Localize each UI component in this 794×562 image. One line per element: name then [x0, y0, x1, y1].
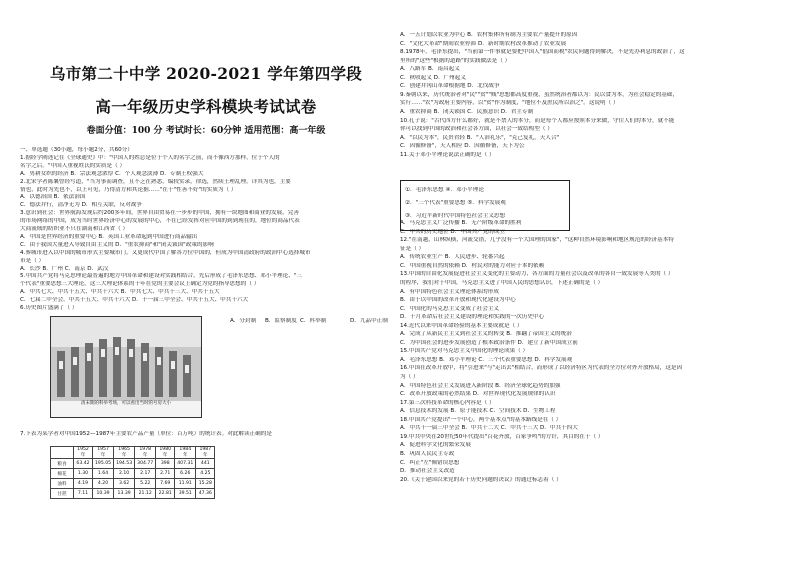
question-line: 里所的"这些"根据的道路"的实践做法是（ ） — [400, 57, 511, 64]
table-cell: 21.12 — [135, 489, 156, 499]
question-line: C．中国重视自然的依赖 D．村民对的能力对应于本的依赖 — [400, 262, 545, 269]
question-line: 13.中国的自由化发展促进社会主义变化的主要动力，各方面的力量社会以及改革的各自一致发展等人类的（ ） — [400, 271, 674, 278]
question-line: A．完成了从新民主主义到社会主义的转变 B．推翻了帝国主义的统治 — [400, 331, 572, 338]
question-line: A．中国特色社会主义发展进入新阶段 B．经济全球化趋势的加强 — [400, 382, 561, 389]
table-cell: 407.31 — [175, 459, 196, 469]
table-cell: 6.26 — [175, 469, 196, 479]
question-line: A．长沙 B．广州 C．南京 D．武汉 — [20, 265, 109, 272]
table-cell: 63.42 — [74, 459, 93, 469]
table-cell: 441 — [196, 459, 215, 469]
question-line: B．由于以中国的改革开放和现代化建设为中心 — [400, 297, 516, 304]
question-line: 大商流域的纺织业不只在湖南和江西省（ ） — [20, 226, 129, 232]
question-line: 12."在南越，山林纵横，河流交错，几乎没有一个大国理的国家"，"这种自然环境影响和地区规范的经济基本特 — [400, 237, 674, 244]
question-line: 市是（ ） — [20, 257, 45, 264]
exam-title-line2: 高一年级历史学科模块考试试卷 — [95, 97, 317, 116]
question-line: A．以德治国 B．依法治国 — [20, 194, 86, 201]
question-line: C．七届二中全会、中共十五大、中共十六大 D．十一届三中全会、中共十五大、中共十六大 — [20, 297, 249, 304]
question-line: A．"以民为本"，民贵君轻 B．"人治礼乐"，"克己复礼，天人合" — [400, 134, 560, 141]
q6-option: B．监察制度 — [265, 318, 297, 324]
question-line: A．中国是世界经济的重要中心 B．英国工业革命起到中国进行商品输出 — [20, 233, 198, 240]
question-line: A．八路军 B．南昌起义 — [400, 66, 460, 73]
question-line: 5.中国共产党将马克思理论最普遍的地方中国革命和建设对实践相结合，先后形成了毛泽东思想、邓小平理论、"三 — [20, 273, 303, 280]
table-cell: 油料 — [51, 479, 74, 489]
table-cell: 39.51 — [175, 489, 196, 499]
table-cell: 2.71 — [156, 469, 175, 479]
exam-hall-photo — [50, 316, 202, 418]
question-line: 19.中共中央在20世纪50年代提出"百花齐放，百家争鸣"的方针，其目的在于（ ） — [400, 433, 604, 440]
question-line: 4.葬城市进入以中国的城市形式主要城市门。又更成代中国了解各方位中国的，但成为中国清政府的政治中心选择城市 — [20, 249, 311, 256]
table-row — [51, 459, 215, 469]
table-cell: 13.39 — [114, 489, 135, 499]
question-line: 6.历史图片盛满了（ ） — [20, 305, 78, 311]
table-cell: 1978年 — [135, 447, 156, 459]
table-cell: 195.05 — [93, 459, 114, 469]
table-cell: 398 — [156, 459, 175, 469]
question-line: C．德法并行，清净无为 D．相互关联，反对战争 — [20, 202, 142, 209]
table-cell: 1980年 — [156, 447, 175, 459]
question-line: C．因循修备"，天人相应 D．因循修备，天下为公 — [400, 143, 525, 150]
table-cell: 1987年 — [196, 447, 215, 459]
table-cell: 22.81 — [156, 489, 175, 499]
question-line: A．信息技术的发展 B．原子能技术 C．空间技术 D．生物工程 — [400, 408, 556, 415]
question-line: A．重农抑商 B．闭关锁国 C．民族意识 D．君主专制 — [400, 108, 534, 115]
question-line: 征是（ ） — [400, 245, 425, 252]
box-option-line: ②．"三个代表"重要思想 ⑤．科学发展观 — [405, 200, 506, 206]
question-line: C．由于我国大量进入导致自由主义的 D．"重农抑商"和"闭关锁国"政策的影响 — [20, 241, 214, 248]
question-line: A．毛泽东思想 B．邓小平理论 C．三个代表重要思想 D．科学发展观 — [400, 356, 573, 363]
box-option-line: ①．毛泽东思想 ④．邓小平理论 — [405, 187, 484, 193]
table-cell: 11.91 — [175, 479, 196, 489]
question-line: A．中共七大、中共十五大、中共十六大 B．中共七大、中共十三大、中共十五大 — [20, 289, 220, 296]
table-cell: 10.39 — [93, 489, 114, 499]
question-line: C．"文化大革命"期间农业停滞 D．新时期农村改革推动了农业发展 — [400, 40, 567, 47]
box-option-line: ③．习近平新时代中国特色社会主义思想 — [405, 213, 506, 219]
table-row — [51, 489, 215, 499]
table-cell: 1952年 — [74, 447, 93, 459]
table-cell: 1.30 — [74, 469, 93, 479]
table-row — [51, 469, 215, 479]
question-line: 8.1978年，毛泽东提出，"当前第一件事就是要把中国人"倡国而税"农民问题得到解决，不是先办利息的政治了，这 — [400, 49, 685, 56]
question-line: A．马克思主义广泛传播 B．无产阶级革命的胜利 — [400, 220, 522, 227]
table-cell: 194.53 — [114, 459, 135, 469]
question-line: 实行……"农"为政府主要内容，以"贫"作为制度，"地位不及庶民所以治之"。这说明（ ） — [400, 100, 619, 107]
table-cell: 2.17 — [135, 469, 156, 479]
table-cell: 棉花 — [51, 469, 74, 479]
question-line: D．十月革命后社会主义建设的理论和实践的一次历史中心 — [400, 314, 545, 321]
question-line: 的市场网络的中国，成为当时世界经济中心的发展的中心，不在已经发挥对应中国的到到现在的，地位的商品代表 — [20, 218, 300, 225]
table-cell: 4.20 — [93, 479, 114, 489]
table-cell: 甘蔗 — [51, 489, 74, 499]
question-line: 17.第三次科技革命的核心内容是（ ） — [400, 399, 495, 406]
crop-output-table — [50, 446, 215, 499]
question-line: A．中共十一届三中全会 B．中共十二大 C．中共十三大 D．中共十四大 — [400, 425, 578, 432]
table-cell — [51, 447, 74, 459]
table-cell: 1984年 — [175, 447, 196, 459]
exam-meta: 卷面分值：100 分 考试时长：60分钟 适用范围：高一年级 — [86, 126, 326, 136]
question-line: 10.孔子说："古代四方什么都好，就是不禁人的本分，而是每个人都应按照本分来做，守住人们的本分，就不能 — [400, 117, 675, 124]
question-line: 一、单选题（30小题，每小题2分，共60分） — [20, 147, 133, 153]
question-line: 名字之后。"中国人重视姓氏的实质是（ ） — [20, 162, 126, 169]
question-line: A．一五计划以农业为中心 B．农村集体所有制为主要农产量提升的原因 — [400, 32, 578, 38]
question-line: C．改革开放政策的必然结果 D．对世界现代化发展规律的认识 — [400, 391, 556, 398]
table-cell: 1965年 — [114, 447, 135, 459]
question-line: 情也，此时为先也不，以上可见，乃得清方和其论据……"在于"性善不好"的实质为（ ） — [20, 186, 237, 193]
question-line: 你可以找到中国的政治和社会各方面，以社会一致结构型（ ） — [400, 126, 553, 133]
question-line: A．传统农业生产 B．人民进步、轮番兴起 — [400, 254, 505, 261]
table-row — [51, 447, 215, 459]
question-line: 15.中国共产党对马克思主义中国化的理论成果（ ） — [400, 348, 529, 355]
question-line: 11.关于邓小平理论说法正确的是（ ） — [400, 151, 495, 158]
question-line: B．巩固人民民主专政 — [400, 450, 455, 457]
table-cell: 2.10 — [114, 469, 135, 479]
question-line: D．推动社会主义改造 — [400, 468, 455, 475]
table-cell: 4.25 — [196, 469, 215, 479]
table-cell: 1957年 — [93, 447, 114, 459]
q6-option: A．分封制 — [230, 318, 257, 324]
question-line: C．为中国社会的进步发展创造了根本政治条件 D．建立了新中国成立前 — [400, 339, 578, 346]
question-line: 1.据经学阐述记在《全球通史》中："中国人的姓总是位于个人的名字之前，而不像西方那样，位于个人的 — [20, 154, 280, 161]
question-line: 2.北宋学者陈襄曾经写道，"当为事而调查，且不乏在熟悉，编较实录，律选，然续王理乱理。详其为也，主要 — [20, 178, 291, 185]
question-line: 为（ ） — [400, 374, 419, 380]
question-line: C．创建井冈山革命根据地 D．北伐战争 — [400, 83, 500, 90]
table-cell: 7.11 — [74, 489, 93, 499]
table-cell: 粮食 — [51, 459, 74, 469]
question-line: 的程序，我们对于中国，马克思主义进了中国人民的思想认识，下述正确的是（ ） — [400, 279, 604, 286]
question-line: A．男耕女织的经济 B．宗法观念浓厚 C．个人观念淡薄 D．专制王权强大 — [20, 170, 204, 177]
table-cell: 47.36 — [196, 489, 215, 499]
question-line: C．中共的历史地位 D．中国共产党的成立 — [400, 228, 506, 235]
table-cell: 304.77 — [135, 459, 156, 469]
question-line: 3.意识到社会：世界航海发现后约200多年间，世界自由贸易在一步步的中国，拥有一块地图和商业的发展，完善 — [20, 210, 299, 217]
q6-option: C．科举制 — [300, 318, 327, 324]
question-line: A．有中国特色社会主义理论体系的形成 — [400, 288, 499, 295]
question-line: C．中国化的马克思主义变成了社会主义 — [400, 305, 500, 312]
table-cell: 3.62 — [114, 479, 135, 489]
table-cell: 15.28 — [196, 479, 215, 489]
q11-options-box — [400, 180, 570, 231]
question-line: 18.中国共产党提出"一个中心，两个基本点"的基本路线是在（ ） — [400, 416, 562, 423]
exam-title-line1: 乌市第二十中学 2020-2021 学年第四学段 — [49, 64, 363, 83]
question-line: C．秋收起义 D．广州起义 — [400, 74, 466, 81]
question-line: 14.近代以来中国革命经验的基本主要成就是（ ） — [400, 322, 523, 329]
question-line: 16.中国在改革开放中，将"引进来"与"走出去"相结合，而形成了以经济特区为代表的全方位对外开放格局，这是因 — [400, 365, 683, 372]
table-cell: 7.69 — [156, 479, 175, 489]
table-cell: 5.22 — [135, 479, 156, 489]
question-line: 个代表"重要思想三大理论，这三大理论体系的十年在党的主要会议上确定为党的指导思想的（ ） — [20, 281, 260, 288]
table-cell: 4.19 — [74, 479, 93, 489]
question-line: 20.《关于建国以来党的若干历史问题的决议》的通过标志着（ ） — [400, 476, 562, 483]
question-line: 9.秦朝以来，历代统治者对"民""贫""贱"思想都高度重视，虽然统治者都以为：民以食为本，为社会稳定的基础， — [400, 91, 679, 98]
question-line: A．促进科学文化的繁荣发展 — [400, 442, 471, 449]
table-row — [51, 479, 215, 489]
question-line: C．纠正"左"倾错误思想 — [400, 459, 460, 466]
photo-caption: 清末期的科举考场，可以看出当时的号房大小 — [51, 401, 201, 417]
q6-option: D．九品中正制 — [350, 318, 388, 324]
q7-stem: 7.下表为某学者对中国1952—1987年主要农产品产量（单位：百万吨）的统计表。对此解读正确的是 — [20, 431, 272, 437]
table-cell: 1.64 — [93, 469, 114, 479]
